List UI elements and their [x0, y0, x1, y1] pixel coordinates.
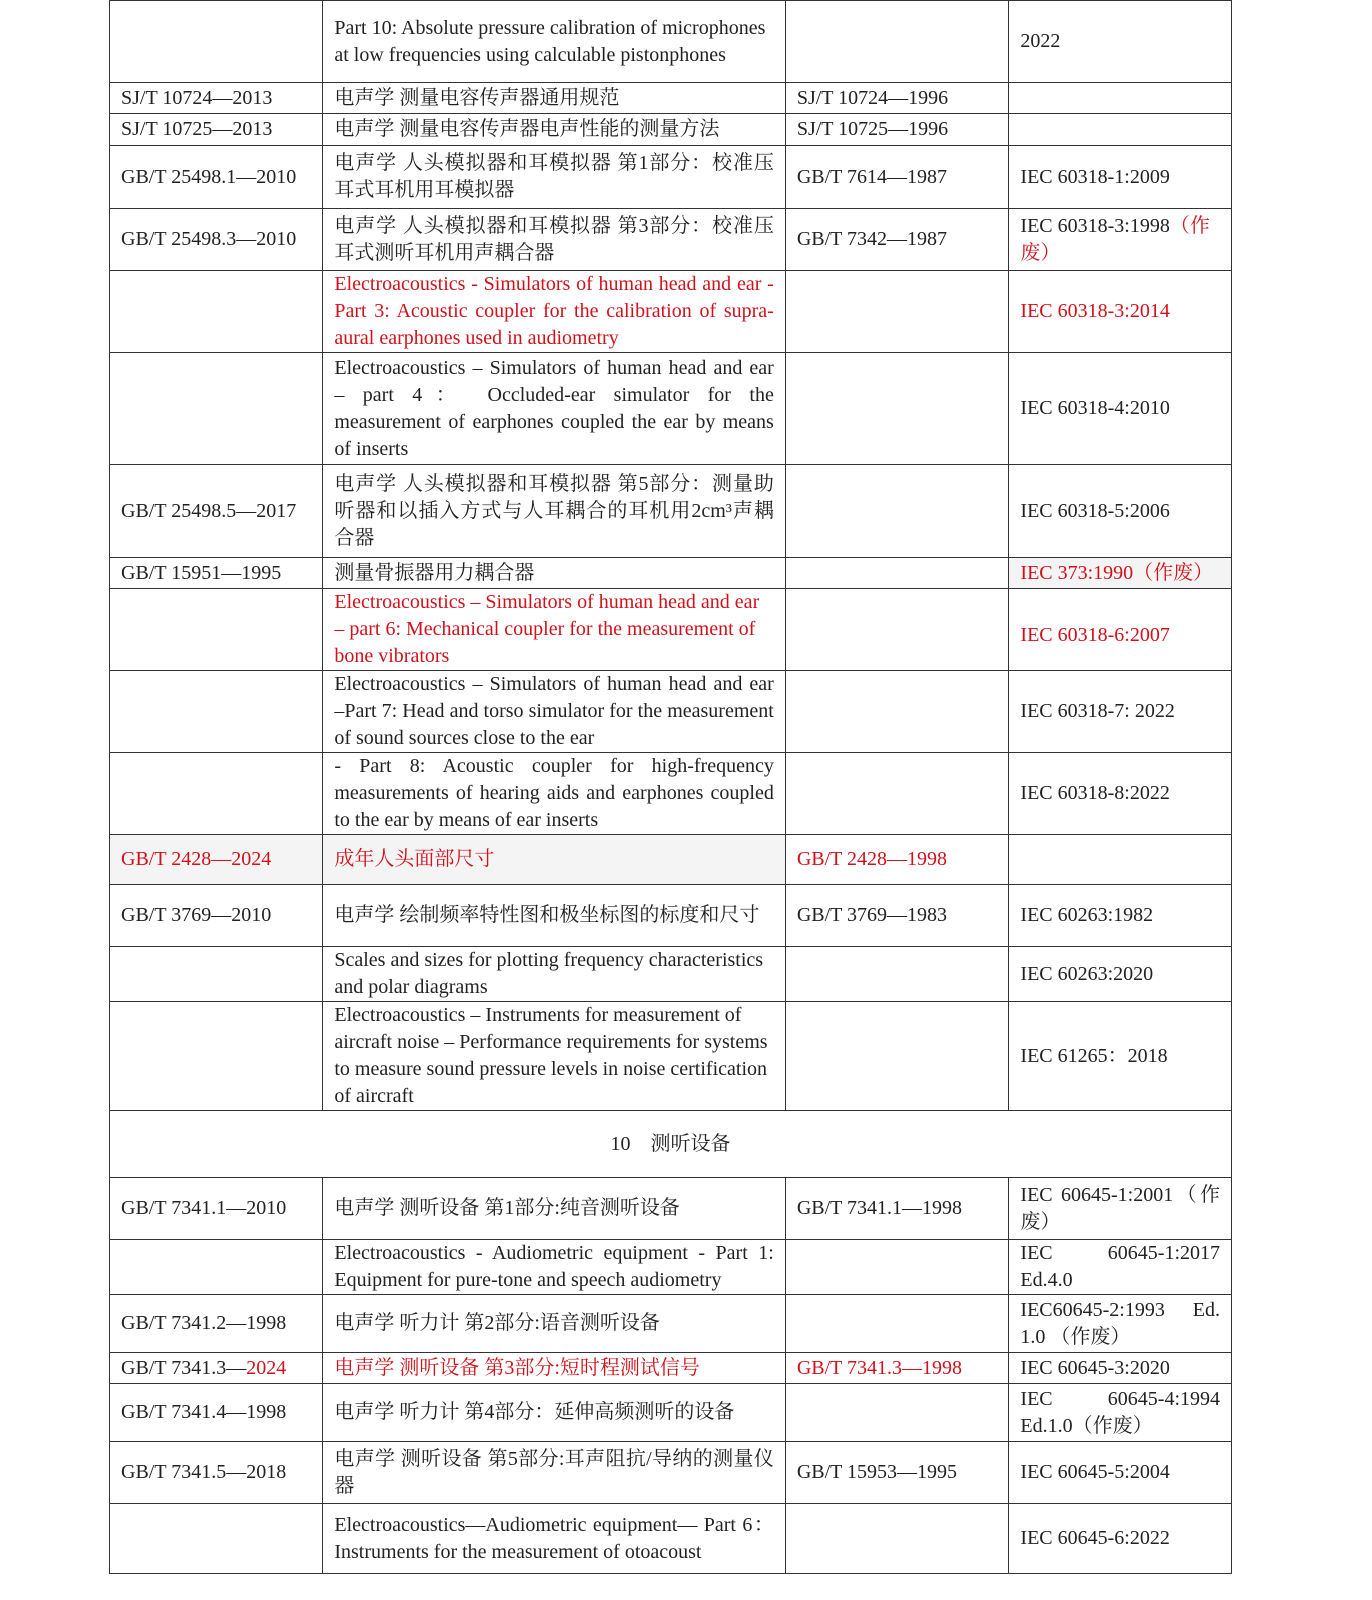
replaced-cell	[785, 1384, 1009, 1442]
std-no-cell	[110, 1353, 323, 1384]
intl-std-cell	[1009, 83, 1232, 114]
std-no-cell	[110, 1, 323, 83]
title-cell: Electroacoustics - Simulators of human head and ear - Part 3: Acoustic coupler for the calibration of supra-aural earphones used in audiometry	[323, 271, 785, 353]
intl-std-cell: IEC 60645-3:2020	[1009, 1353, 1232, 1384]
title-cell: Electroacoustics – Simulators of human head and ear – part 6: Mechanical coupler for the measurement of bone vibrators	[323, 589, 785, 671]
intl-std-cell: IEC 60318-8:2022	[1009, 753, 1232, 835]
table-row	[110, 1442, 1232, 1504]
std-no-cell	[110, 1002, 323, 1111]
intl-std-cell	[1009, 835, 1232, 885]
title-cell: Electroacoustics – Simulators of human head and ear – part 4： Occluded-ear simulator for the measurement of earphones coupled the ear by means of inserts	[323, 353, 785, 465]
replaced-cell: GB/T 2428—1998	[785, 835, 1009, 885]
title-cell: 电声学 测听设备 第5部分:耳声阻抗/导纳的测量仪器	[323, 1442, 785, 1504]
intl-std-cell: IEC 60318-5:2006	[1009, 465, 1232, 558]
obsolete-note: （作废）	[1020, 214, 1210, 264]
table-row	[110, 353, 1232, 465]
title-cell: Part 10: Absolute pressure calibration of microphones at low frequencies using calculable pistonphones	[323, 1, 785, 83]
title-cell: 成年人头面部尺寸	[323, 835, 785, 885]
table-row	[110, 1178, 1232, 1240]
intl-std-cell: IEC 373:1990（作废）	[1009, 558, 1232, 589]
replaced-cell: GB/T 7342—1987	[785, 209, 1009, 271]
table-row	[110, 589, 1232, 671]
replaced-cell	[785, 947, 1009, 1002]
title-cell: 电声学 测量电容传声器电声性能的测量方法	[323, 114, 785, 146]
replaced-cell: GB/T 3769—1983	[785, 885, 1009, 947]
std-no-cell	[110, 353, 323, 465]
table-row	[110, 271, 1232, 353]
intl-std-value: IEC 60318-3:1998	[1020, 214, 1170, 237]
replaced-cell	[785, 1504, 1009, 1574]
title-cell: 电声学 测听设备 第1部分:纯音测听设备	[323, 1178, 785, 1240]
std-no-year: 2024	[246, 1356, 287, 1379]
table-row	[110, 671, 1232, 753]
section-number: 10	[610, 1132, 631, 1155]
intl-std-cell: IEC 60645-1:2001（作废）	[1009, 1178, 1232, 1240]
title-cell: 电声学 人头模拟器和耳模拟器 第5部分：测量助听器和以插入方式与人耳耦合的耳机用2cm³声耦合器	[323, 465, 785, 558]
title-cell: Electroacoustics - Audiometric equipment - Part 1: Equipment for pure-tone and speech audiometry	[323, 1240, 785, 1295]
intl-std-cell: IEC 60645-4:1994 Ed.1.0（作废）	[1009, 1384, 1232, 1442]
std-no-cell: GB/T 25498.5—2017	[110, 465, 323, 558]
title-cell: 电声学 听力计 第4部分：延伸高频测听的设备	[323, 1384, 785, 1442]
intl-std-cell: IEC 60645-6:2022	[1009, 1504, 1232, 1574]
intl-std-cell: IEC 60318-1:2009	[1009, 146, 1232, 209]
std-no-cell: SJ/T 10724—2013	[110, 83, 323, 114]
table-row	[110, 947, 1232, 1002]
title-cell: 电声学 听力计 第2部分:语音测听设备	[323, 1295, 785, 1353]
replaced-cell	[785, 671, 1009, 753]
std-no-cell: GB/T 3769—2010	[110, 885, 323, 947]
table-row	[110, 209, 1232, 271]
title-cell: Electroacoustics – Simulators of human head and ear –Part 7: Head and torso simulator for the measurement of sound sources close to the ear	[323, 671, 785, 753]
std-no-cell: GB/T 2428—2024	[110, 835, 323, 885]
table-row	[110, 1384, 1232, 1442]
std-no-cell: GB/T 25498.1—2010	[110, 146, 323, 209]
title-cell: 电声学 测量电容传声器通用规范	[323, 83, 785, 114]
std-no-cell	[110, 1504, 323, 1574]
intl-std-cell: IEC 60645-5:2004	[1009, 1442, 1232, 1504]
std-no-cell: GB/T 7341.1—2010	[110, 1178, 323, 1240]
table-row	[110, 1002, 1232, 1111]
std-no-cell	[110, 271, 323, 353]
title-cell: 测量骨振器用力耦合器	[323, 558, 785, 589]
section-heading	[110, 1111, 1232, 1178]
title-cell: 电声学 测听设备 第3部分:短时程测试信号	[323, 1353, 785, 1384]
std-no-cell	[110, 671, 323, 753]
replaced-cell: GB/T 7614—1987	[785, 146, 1009, 209]
intl-std-cell: IEC 60318-6:2007	[1009, 589, 1232, 671]
std-no-cell	[110, 947, 323, 1002]
table-row	[110, 1, 1232, 83]
std-no-prefix: GB/T 7341.3—	[121, 1356, 247, 1379]
intl-std-cell	[1009, 209, 1232, 271]
intl-std-cell: IEC 61265：2018	[1009, 1002, 1232, 1111]
intl-std-cell: IEC 60263:1982	[1009, 885, 1232, 947]
standards-table	[109, 0, 1232, 1574]
table-row	[110, 83, 1232, 114]
section-title: 测听设备	[650, 1132, 731, 1155]
intl-std-cell: IEC 60318-3:2014	[1009, 271, 1232, 353]
table-row	[110, 1240, 1232, 1295]
replaced-cell	[785, 589, 1009, 671]
intl-std-cell	[1009, 114, 1232, 146]
intl-std-cell: 2022	[1009, 1, 1232, 83]
std-no-cell: GB/T 7341.2—1998	[110, 1295, 323, 1353]
std-no-cell: GB/T 7341.4—1998	[110, 1384, 323, 1442]
intl-std-cell: IEC60645-2:1993 Ed. 1.0 （作废）	[1009, 1295, 1232, 1353]
replaced-cell	[785, 353, 1009, 465]
title-cell: 电声学 人头模拟器和耳模拟器 第3部分：校准压耳式测听耳机用声耦合器	[323, 209, 785, 271]
intl-std-cell: IEC 60318-4:2010	[1009, 353, 1232, 465]
replaced-cell	[785, 753, 1009, 835]
replaced-cell	[785, 1002, 1009, 1111]
replaced-cell: SJ/T 10724—1996	[785, 83, 1009, 114]
replaced-cell: GB/T 15953—1995	[785, 1442, 1009, 1504]
title-cell: Electroacoustics – Instruments for measurement of aircraft noise – Performance requirements for systems to measure sound pressure levels in noise certification of aircraft	[323, 1002, 785, 1111]
table-row	[110, 835, 1232, 885]
table-row	[110, 1295, 1232, 1353]
replaced-cell	[785, 558, 1009, 589]
table-row	[110, 753, 1232, 835]
table-row	[110, 1353, 1232, 1384]
table-row	[110, 114, 1232, 146]
title-cell: 电声学 人头模拟器和耳模拟器 第1部分：校准压耳式耳机用耳模拟器	[323, 146, 785, 209]
title-cell: Scales and sizes for plotting frequency characteristics and polar diagrams	[323, 947, 785, 1002]
intl-std-cell: IEC 60318-7: 2022	[1009, 671, 1232, 753]
std-no-cell: SJ/T 10725—2013	[110, 114, 323, 146]
replaced-cell	[785, 1, 1009, 83]
replaced-cell: SJ/T 10725—1996	[785, 114, 1009, 146]
std-no-cell: GB/T 25498.3—2010	[110, 209, 323, 271]
std-no-cell	[110, 1240, 323, 1295]
title-cell: 电声学 绘制频率特性图和极坐标图的标度和尺寸	[323, 885, 785, 947]
table-row	[110, 885, 1232, 947]
replaced-cell	[785, 271, 1009, 353]
std-no-cell: GB/T 7341.5—2018	[110, 1442, 323, 1504]
replaced-cell: GB/T 7341.3—1998	[785, 1353, 1009, 1384]
table-row	[110, 465, 1232, 558]
replaced-cell	[785, 1240, 1009, 1295]
title-cell: Electroacoustics—Audiometric equipment— Part 6：Instruments for the measurement of otoacoust	[323, 1504, 785, 1574]
title-cell: - Part 8: Acoustic coupler for high-frequency measurements of hearing aids and earphones coupled to the ear by means of ear inserts	[323, 753, 785, 835]
std-no-cell: GB/T 15951—1995	[110, 558, 323, 589]
replaced-cell	[785, 1295, 1009, 1353]
replaced-cell	[785, 465, 1009, 558]
replaced-cell: GB/T 7341.1—1998	[785, 1178, 1009, 1240]
std-no-cell	[110, 589, 323, 671]
intl-std-cell: IEC 60645-1:2017 Ed.4.0	[1009, 1240, 1232, 1295]
table-row	[110, 558, 1232, 589]
intl-std-cell: IEC 60263:2020	[1009, 947, 1232, 1002]
section-header-row	[110, 1111, 1232, 1178]
std-no-cell	[110, 753, 323, 835]
table-row	[110, 146, 1232, 209]
table-row	[110, 1504, 1232, 1574]
